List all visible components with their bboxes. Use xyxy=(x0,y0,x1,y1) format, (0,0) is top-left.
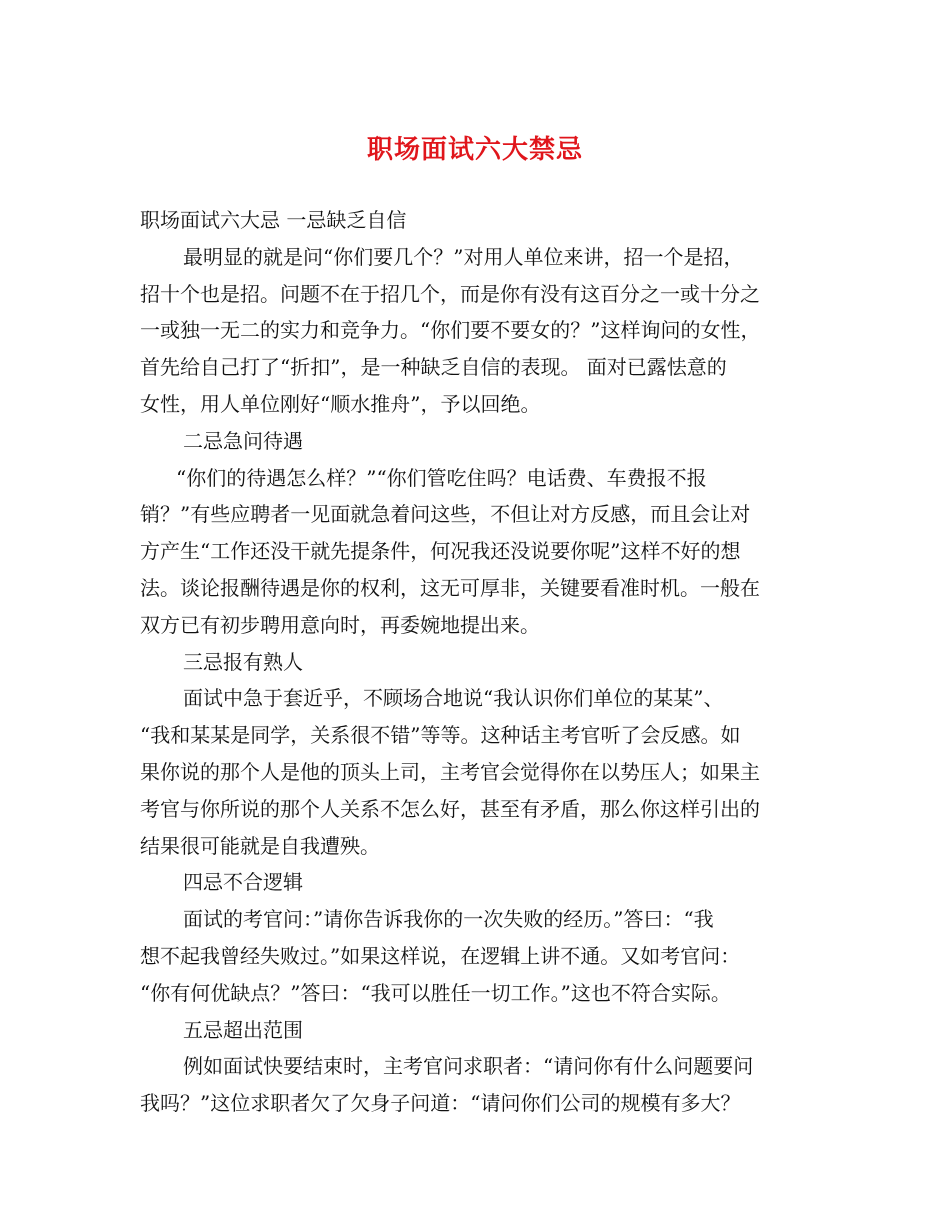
paragraph-line: 果你说的那个人是他的顶头上司，主考官会觉得你在以势压人；如果主 xyxy=(140,759,760,784)
section-heading: 五忌超出范围 xyxy=(183,1017,303,1042)
section-heading: 三忌报有熟人 xyxy=(183,649,303,674)
paragraph-line: 招十个也是招。问题不在于招几个，而是你有没有这百分之一或十分之 xyxy=(140,281,760,306)
paragraph-line: 面试中急于套近乎，不顾场合地说“我认识你们单位的某某”、 xyxy=(183,686,724,711)
paragraph-line: 考官与你所说的那个人关系不怎么好，甚至有矛盾，那么你这样引出的 xyxy=(140,796,760,821)
paragraph-line: 女性，用人单位刚好“顺水推舟”，予以回绝。 xyxy=(140,391,541,416)
paragraph-line: 销？”有些应聘者一见面就急着问这些，不但让对方反感，而且会让对 xyxy=(140,502,751,527)
paragraph-line: 最明显的就是问“你们要几个？”对用人单位来讲，招一个是招， xyxy=(183,244,744,269)
section-heading: 职场面试六大忌 一忌缺乏自信 xyxy=(140,208,407,232)
paragraph-line: 首先给自己打了“折扣”，是一种缺乏自信的表现。 面对已露怯意的 xyxy=(140,355,727,380)
section-heading: 四忌不合逻辑 xyxy=(183,870,303,895)
paragraph-line: 结果很可能就是自我遭殃。 xyxy=(140,833,380,858)
section-heading: 二忌急问待遇 xyxy=(183,428,303,453)
paragraph-line: 想不起我曾经失败过。”如果这样说，在逻辑上讲不通。又如考官问： xyxy=(140,943,741,968)
paragraph-line: “我和某某是同学，关系很不错”等等。这种话主考官听了会反感。如 xyxy=(140,723,741,748)
document-title: 职场面试六大禁忌 xyxy=(366,135,583,165)
paragraph-line: 法。谈论报酬待遇是你的权利，这无可厚非，关键要看准时机。一般在 xyxy=(140,575,760,600)
paragraph-line: 方产生“工作还没干就先提条件，何况我还没说要你呢”这样不好的想 xyxy=(140,539,741,564)
paragraph-line: 双方已有初步聘用意向时，再委婉地提出来。 xyxy=(140,612,540,637)
paragraph-line: “你有何优缺点？”答曰：“我可以胜任一切工作。”这也不符合实际。 xyxy=(140,980,731,1005)
paragraph-line: 例如面试快要结束时，主考官问求职者：“请问你有什么问题要问 xyxy=(183,1054,754,1079)
document-body xyxy=(140,202,820,1122)
paragraph-line: 一或独一无二的实力和竞争力。“你们要不要女的？”这样询问的女性， xyxy=(140,318,761,343)
paragraph-line: 我吗？”这位求职者欠了欠身子问道：“请问你们公司的规模有多大？ xyxy=(140,1091,741,1116)
paragraph-line: 面试的考官问：”请你告诉我你的一次失败的经历。”答曰：“我 xyxy=(183,907,714,932)
paragraph-line: “你们的待遇怎么样？”“你们管吃住吗？电话费、车费报不报 xyxy=(176,465,707,490)
